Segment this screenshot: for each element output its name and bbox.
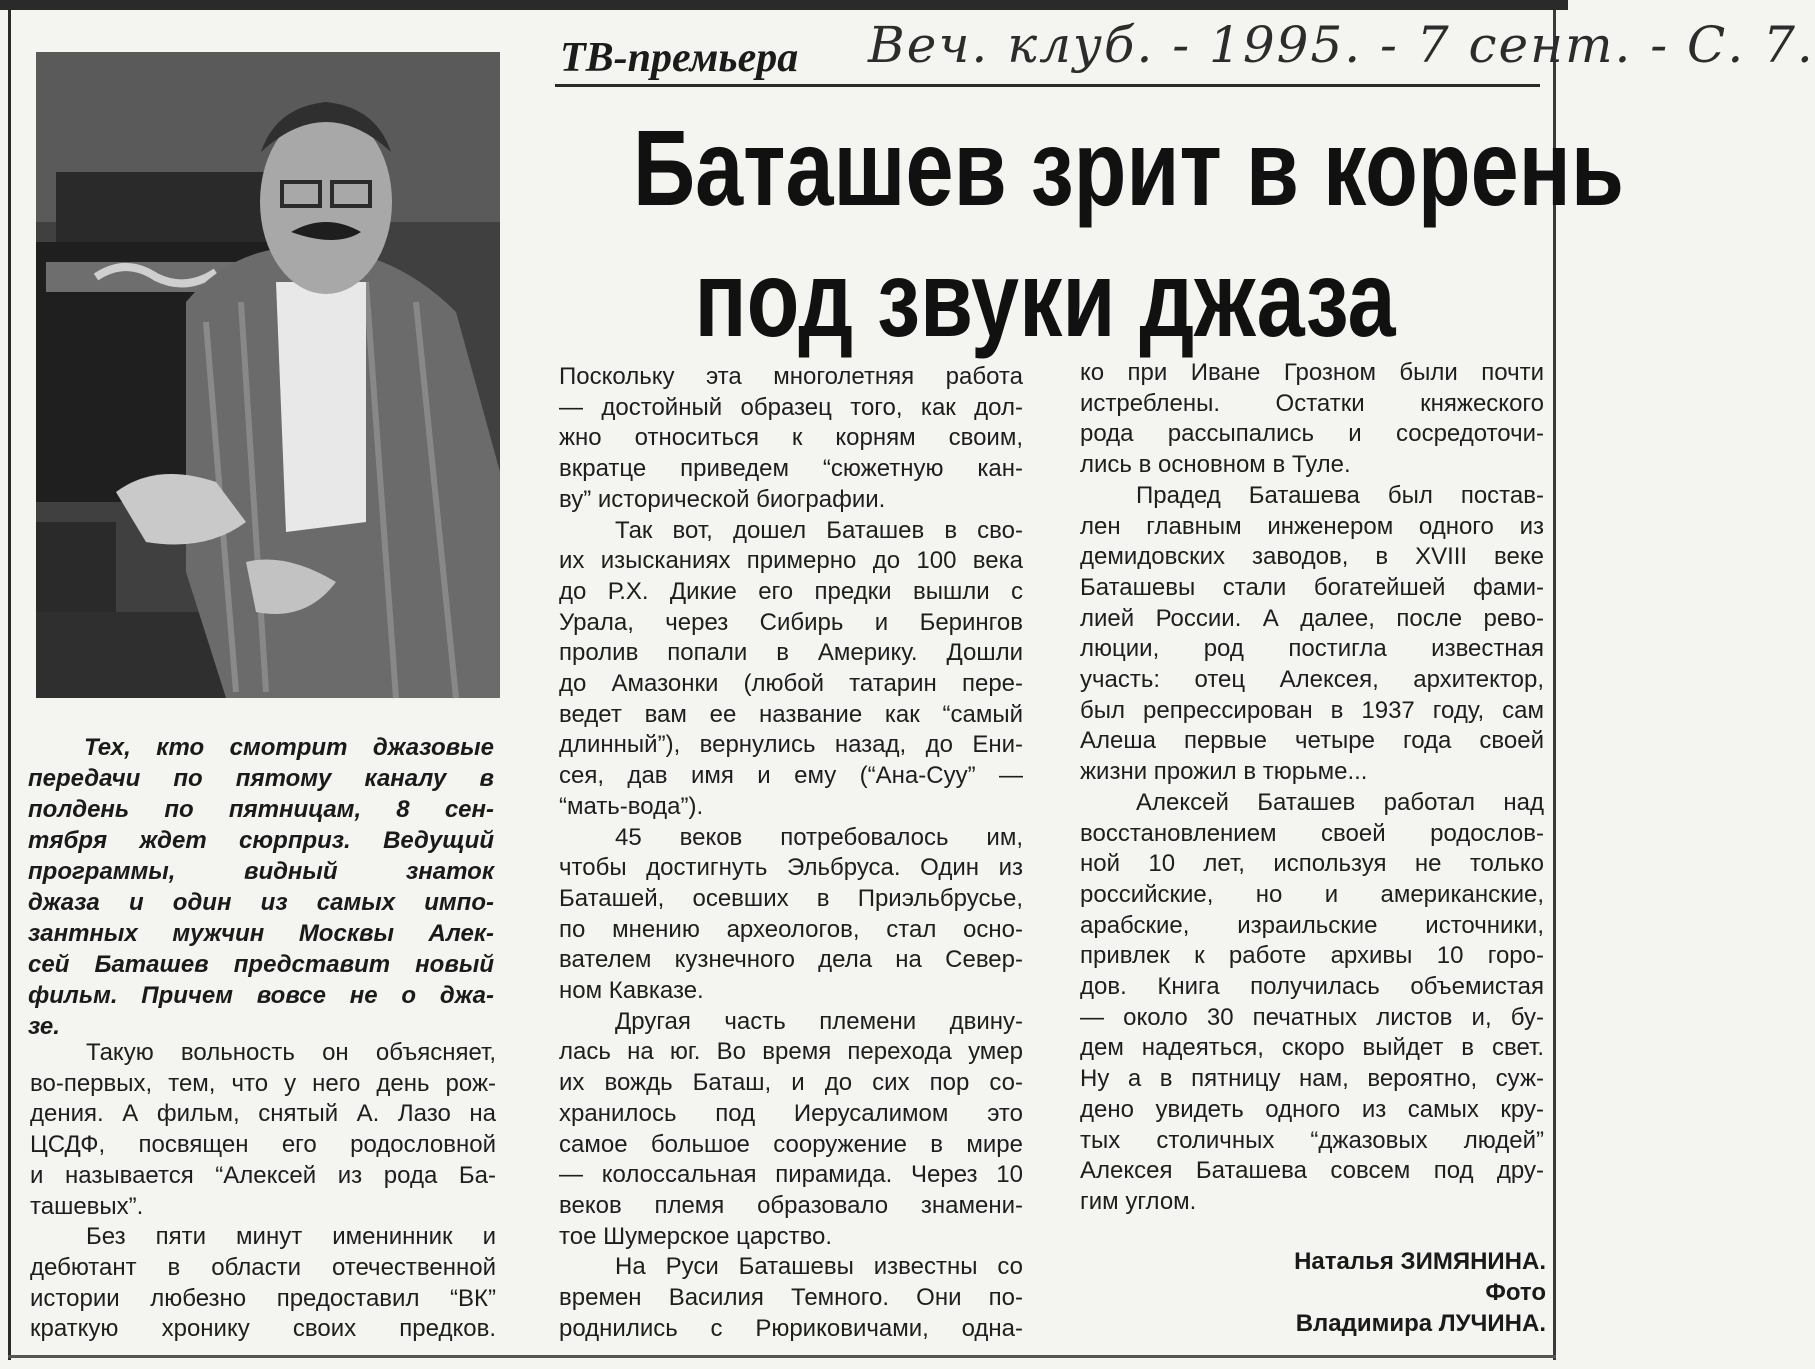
text-line: во-первых, тем, что у него день рож- (30, 1069, 496, 1097)
text-line: арабские, израильские источники, (1080, 911, 1544, 939)
bottom-border (8, 1355, 1556, 1358)
text-line: Алеша первые четыре года своей (1080, 727, 1544, 755)
text-line: Урала, через Сибирь и Берингов (559, 608, 1023, 636)
text-line: — колоссальная пирамида. Через 10 (559, 1161, 1023, 1189)
handwritten-citation: Веч. клуб. - 1995. - 7 сент. - С. 7. (868, 16, 1815, 74)
article-column-2 (559, 362, 1023, 1345)
text-line: Другая часть племени двину- (615, 1007, 1023, 1035)
text-line: ведет вам ее название как “самый (559, 700, 1023, 728)
text-line: пролив попали в Америку. Дошли (559, 639, 1023, 667)
text-line: Поскольку эта многолетняя работа (559, 363, 1023, 390)
text-line: до Р.Х. Дикие его предки вышли с (559, 577, 1023, 605)
text-line: лась на юг. Во время перехода умер (559, 1038, 1023, 1066)
text-line: истреблены. Остатки княжеского (1080, 389, 1544, 417)
text-line: тое Шумерское царство. (559, 1222, 833, 1250)
text-line: истории любезно предоставил “ВК” (30, 1284, 496, 1312)
text-line: вкратце приведем “сюжетную кан- (559, 455, 1023, 483)
text-line: до Амазонки (любой татарин пере- (559, 670, 1023, 698)
text-line: Прадед Баташева был постав- (1136, 481, 1544, 509)
text-line: времен Василия Темного. Они по- (559, 1284, 1023, 1312)
text-line: длинный”), вернулись назад, до Ени- (559, 731, 1023, 759)
text-line: и называется “Алексей из рода Ба- (30, 1161, 496, 1189)
text-line: привлек к работе архивы 10 горо- (1080, 942, 1544, 970)
text-line: ташевых”. (30, 1192, 144, 1220)
text-line: роднились с Рюриковичами, одна- (559, 1314, 1023, 1342)
text-line: их вождь Баташ, и до сих пор со- (559, 1069, 1023, 1097)
text-line: лись в основном в Туле. (1080, 451, 1351, 479)
text-line: был репрессирован в 1937 году, сам (1080, 696, 1544, 724)
text-line: Алексей Баташев работал над (1136, 788, 1544, 816)
text-line: ву” исторической биографии. (559, 485, 886, 513)
text-line: самое большое сооружение в мире (559, 1130, 1023, 1158)
text-line: демидовских заводов, в XVIII веке (1080, 543, 1544, 571)
text-line: ном Кавказе. (559, 977, 704, 1005)
rubric-rule (555, 84, 1540, 87)
left-border (8, 10, 11, 1360)
text-line: их изысканиях примерно до 100 века (559, 547, 1023, 575)
lead-line: Тех, кто смотрит джазовые (84, 734, 494, 761)
article-column-1 (30, 1038, 496, 1345)
lead-line: зантных мужчин Москвы Алек- (28, 920, 494, 947)
top-border (0, 0, 1568, 10)
text-line: сея, дав имя и ему (“Ана-Суу” — (559, 762, 1023, 790)
lead-line: полдень по пятницам, 8 сен- (28, 796, 494, 823)
text-line: 45 веков потребовалось им, (615, 823, 1023, 851)
text-line: дено увидеть одного из самых кру- (1080, 1095, 1544, 1123)
text-line: гим углом. (1080, 1187, 1197, 1215)
text-line: чтобы достигнуть Эльбруса. Один из (559, 854, 1023, 882)
text-line: Ну а в пятницу нам, вероятно, суж- (1080, 1065, 1544, 1093)
lead-line: программы, видный знаток (28, 858, 494, 885)
byline-author: Наталья ЗИМЯНИНА. (1294, 1248, 1546, 1275)
headline (530, 100, 1624, 362)
byline (1160, 1246, 1546, 1339)
text-line: дебютант в области отечественной (30, 1253, 496, 1281)
lead-line: джаза и один из самых импо- (28, 889, 494, 916)
headline-line-1: Баташев зрит в корень (633, 107, 1624, 228)
text-line: российские, но и американские, (1080, 880, 1544, 908)
text-line: веков племя образовало знамени- (559, 1191, 1023, 1219)
rubric: ТВ-премьера (560, 35, 799, 81)
text-line: рода рассыпались и сосредоточи- (1080, 420, 1544, 448)
lead-line: сей Баташев представит новый (28, 951, 494, 978)
text-line: Баташей, осевших в Приэльбрусье, (559, 884, 1023, 912)
text-line: вателем кузнечного дела на Север- (559, 946, 1023, 974)
text-line: “мать-вода”). (559, 792, 704, 820)
text-line: ко при Иване Грозном были почти (1080, 359, 1544, 386)
text-line: — около 30 печатных листов и, бу- (1080, 1003, 1544, 1031)
byline-photo-label: Фото (1485, 1279, 1546, 1306)
text-line: хранилось под Иерусалимом это (559, 1099, 1023, 1127)
text-line: — достойный образец того, как дол- (559, 393, 1023, 421)
text-line: дения. А фильм, снятый А. Лазо на (30, 1100, 496, 1128)
lead-line: фильм. Причем вовсе не о джа- (28, 982, 494, 1009)
lead-paragraph (28, 732, 494, 1042)
byline-photographer: Владимира ЛУЧИНА. (1295, 1310, 1546, 1337)
text-line: жизни прожил в тюрьме... (1080, 758, 1368, 786)
text-line: тых столичных “джазовых людей” (1080, 1126, 1544, 1154)
portrait-illustration (36, 52, 500, 698)
text-line: Баташевы стали богатейшей фами- (1080, 573, 1544, 601)
text-line: лен главным инженером одного из (1080, 512, 1544, 540)
text-line: Такую вольность он объясняет, (86, 1039, 496, 1066)
headline-line-2: под звуки джаза (694, 238, 1396, 359)
text-line: дем надеяться, скоро выйдет в свет. (1080, 1034, 1544, 1062)
text-line: восстановлением своей родослов- (1080, 819, 1544, 847)
text-line: лией России. А далее, после рево- (1080, 604, 1544, 632)
lead-line: передачи по пятому каналу в (28, 765, 494, 792)
text-line: по мнению археологов, стал осно- (559, 915, 1023, 943)
text-line: дов. Книга получилась объемистая (1080, 973, 1544, 1001)
text-line: Без пяти минут именинник и (86, 1223, 496, 1251)
lead-line: зе. (28, 1013, 60, 1040)
text-line: краткую хронику своих предков. (30, 1315, 496, 1343)
text-line: жно относиться к корням своим, (559, 424, 1023, 452)
text-line: Так вот, дошел Баташев в сво- (615, 516, 1023, 544)
text-line: ЦСДФ, посвящен его родословной (30, 1131, 496, 1159)
text-line: участь: отец Алексея, архитектор, (1080, 666, 1544, 694)
lead-line: тября ждет сюрприз. Ведущий (28, 827, 494, 854)
text-line: Алексея Баташева совсем под дру- (1080, 1157, 1544, 1185)
text-line: ной 10 лет, используя не только (1080, 850, 1544, 878)
text-line: люции, род постигла известная (1080, 635, 1544, 663)
article-column-3 (1080, 358, 1544, 1218)
text-line: На Руси Баташевы известны со (615, 1253, 1023, 1281)
portrait-photo (36, 52, 500, 698)
